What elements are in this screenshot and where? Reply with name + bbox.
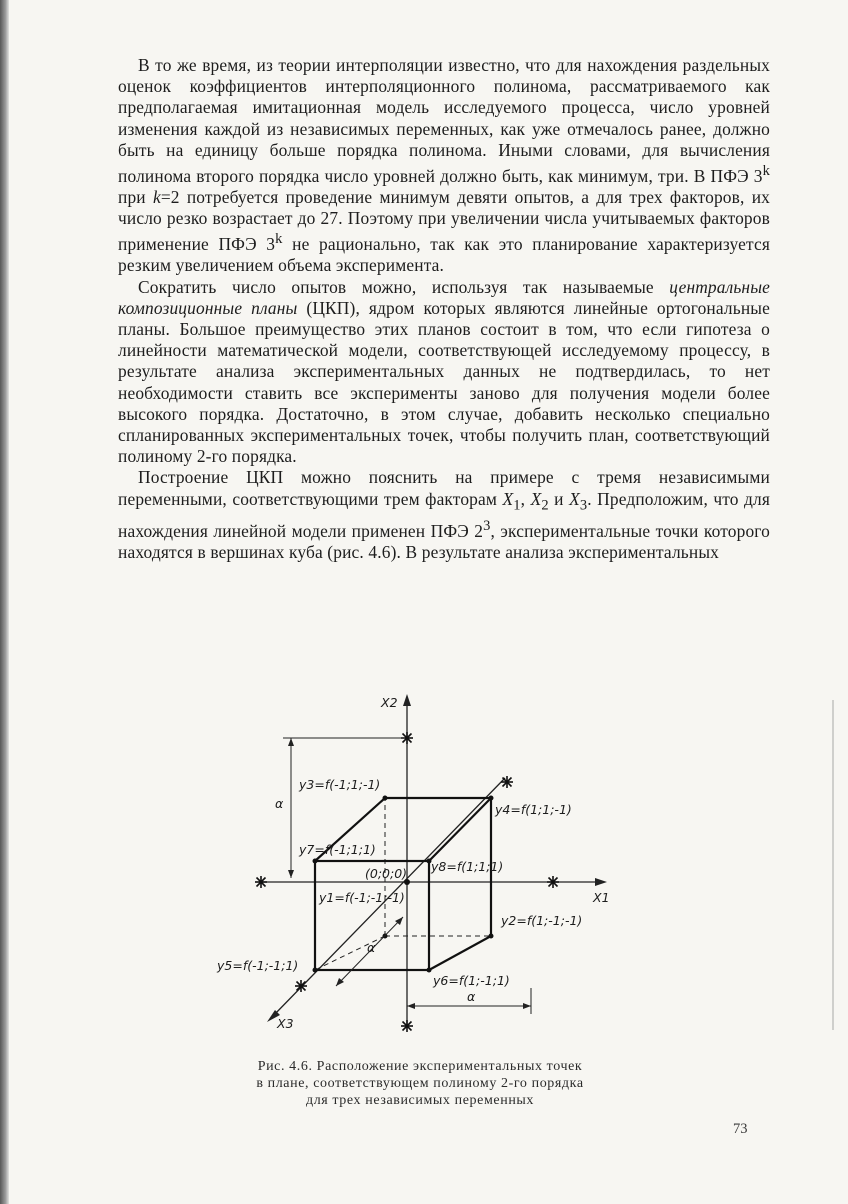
y7-label: y7=f(-1;1;1)	[299, 842, 376, 857]
page-left-edge	[0, 0, 9, 1204]
alpha-label-horizontal: α	[467, 989, 476, 1004]
caption-line-1: Рис. 4.6. Расположение экспериментальных точек	[257, 1059, 583, 1074]
y6-label: y6=f(1;-1;1)	[433, 973, 510, 988]
alpha-label-vertical: α	[275, 796, 284, 811]
x1-arrow	[595, 878, 607, 886]
page-right-mark	[832, 700, 834, 1030]
figure-4-6	[195, 688, 615, 1038]
figure-caption	[200, 1058, 640, 1109]
x2-arrow	[403, 694, 411, 706]
page-number: 73	[733, 1121, 748, 1137]
y8-label: y8=f(1;1;1)	[431, 859, 504, 874]
center-label: (0;0;0)	[365, 866, 408, 881]
y3-label: y3=f(-1;1;-1)	[299, 777, 381, 792]
axis-x2-label: X2	[381, 695, 398, 710]
paragraph-2: Сократить число опытов можно, используя так называемые центральные композиционные планы (ЦКП), ядром которых являются линейные ортогональные планы. Большое преимущество этих планов состоит в том, что если гипотеза о линейности математической модели, соответствующей исследуемому процессу, в результате анализа экспериментальных данных не подтвердилась, то нет необходимости ставить все эксперименты заново для получения модели более высокого порядка. Достаточно, в этом случае, добавить несколько специально спланированных экспериментальных точек, чтобы получить план, соответствующий полиному 2-го порядка.	[118, 276, 770, 467]
body-text	[118, 55, 770, 564]
y5-label: y5=f(-1;-1;1)	[217, 958, 299, 973]
paragraph-3: Построение ЦКП можно пояснить на примере с тремя независимыми переменными, соответствующими трем факторам $X_1$, $X_2$ и $X_3$. Предположим, что для нахождения линейной модели применен ПФЭ $2^3$, экспериментальные точки которого находятся в вершинах куба (рис. 4.6). В результате анализа экспериментальных	[118, 467, 771, 563]
paragraph-1: В то же время, из теории интерполяции известно, что для нахождения раздельных оценок коэффициентов интерполяционного полинома, рассматриваемого как предполагаемая имитационная модель исследуемого процесса, число уровней изменения каждой из независимых переменных, как уже отмечалось ранее, должно быть на единицу больше порядка полинома. Иными словами, для вычисления полинома второго порядка число уровней должно быть, как минимум, три. В ПФЭ 3$^k$ при k=2 потребуется проведение минимум девяти опытов, а для трех факторов, их число резко возрастает до 27. Поэтому при увеличении числа учитываемых факторов применение ПФЭ 3$^k$ не рационально, так как это планирование характеризуется резким увеличением объема эксперимента.	[118, 55, 770, 276]
caption-line-3: для трех независимых переменных	[305, 1093, 535, 1108]
caption-line-2: в плане, соответствующем полиному 2-го порядка	[256, 1076, 584, 1091]
y2-label: y2=f(1;-1;-1)	[501, 913, 583, 928]
y1-label: y1=f(-1;-1;-1)	[319, 890, 405, 905]
axis-x1-label: X1	[593, 890, 610, 905]
y4-label: y4=f(1;1;-1)	[495, 802, 572, 817]
alpha-label-diagonal: α	[367, 940, 376, 955]
axis-x3-label: X3	[277, 1016, 294, 1031]
